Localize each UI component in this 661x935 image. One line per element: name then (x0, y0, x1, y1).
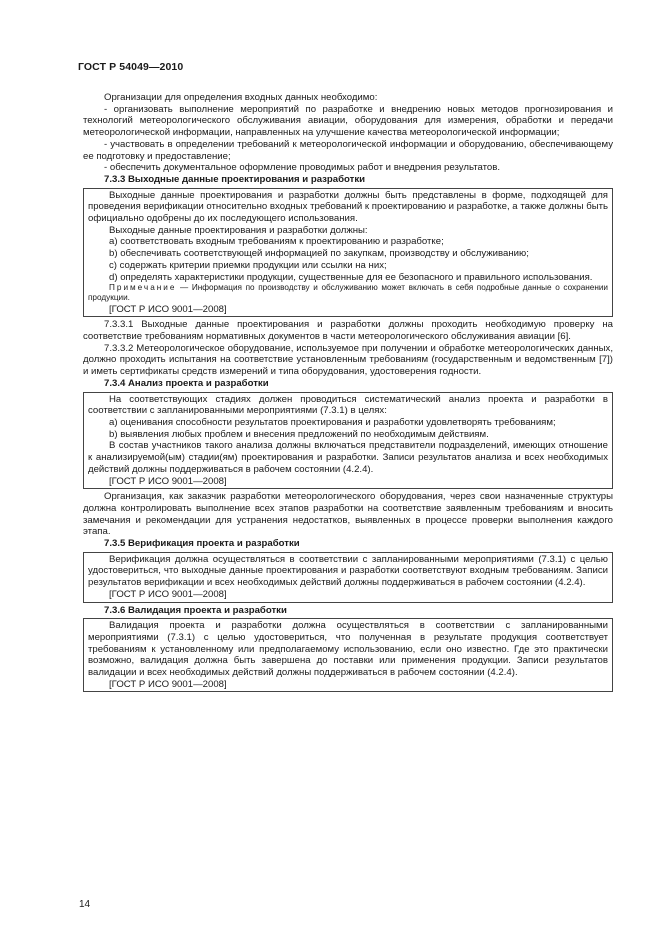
list-item: b) обеспечивать соответствующей информацией по закупкам, производству и обслуживанию; (109, 248, 529, 260)
box-paragraph: Валидация проекта и разработки должна осуществляться в соответствии с запланированными мероприятиями (7.3.1) с целью удостовериться, что полученная в результате продукция соответствует требованиям к установленному или предполагаемому использованию, если оно известно. Где это практически возможно, валидация должна быть завершена до поставки или применения продукции. Записи результатов валидации и всех необходимых действий должны поддерживаться в рабочем состоянии (4.2.4). (88, 620, 608, 679)
page-content (83, 92, 613, 694)
standard-reference: [ГОСТ Р ИСО 9001—2008] (109, 303, 227, 315)
box-paragraph: На соответствующих стадиях должен проводиться систематический анализ проекта и разработки в соответствии с запланированными мероприятиями (7.3.1) в целях: (88, 393, 608, 417)
quote-box-7-3-3 (83, 188, 613, 318)
box-paragraph: В состав участников такого анализа должны включаться представители подразделений, имеющих отношение к анализируемой(ым) стадии(ям) проектирования и разработки. Записи результатов анализа и всех необходимых действий должны поддерживаться в рабочем состоянии (4.2.4). (88, 440, 608, 475)
note-text: — Информация по производству и обслуживанию может включать в себя подробные данные о сохранении продукции. (88, 283, 608, 303)
list-item: a) оценивания способности результатов проектирования и разработки удовлетворять требованиям; (109, 416, 556, 428)
note (88, 283, 608, 303)
section-heading-7-3-6: 7.3.6 Валидация проекта и разработки (104, 604, 287, 616)
quote-box-7-3-4 (83, 392, 613, 490)
standard-reference: [ГОСТ Р ИСО 9001—2008] (109, 678, 227, 690)
list-item: a) соответствовать входным требованиям к проектированию и разработке; (109, 236, 444, 248)
standard-reference: [ГОСТ Р ИСО 9001—2008] (109, 475, 227, 487)
quote-box-7-3-6 (83, 618, 613, 692)
intro-lead: Организации для определения входных данных необходимо: (104, 92, 378, 103)
box-paragraph: Верификация должна осуществляться в соответствии с запланированными мероприятиями (7.3.1) с целью удостовериться, что выходные данные проектирования и разработки соответствуют входным требованиям. Записи результатов верификации и всех необходимых действий должны поддерживаться в рабочем состоянии (4.2.4). (88, 553, 608, 589)
standard-reference: [ГОСТ Р ИСО 9001—2008] (109, 588, 227, 600)
quote-box-7-3-5 (83, 552, 613, 603)
list-item: b) выявления любых проблем и внесения предложений по необходимым действиям. (109, 428, 489, 440)
page-header: ГОСТ Р 54049—2010 (78, 61, 184, 73)
list-item: c) содержать критерии приемки продукции или ссылки на них; (109, 259, 387, 271)
paragraph-7-3-3-1: 7.3.3.1 Выходные данные проектирования и разработки должны проходить необходимую проверку на соответствие требованиям нормативных документов в части метеорологического обслуживания авиации [6]. (83, 319, 613, 343)
box-paragraph: Выходные данные проектирования и разработки должны быть представлены в форме, подходящей для проведения верификации относительно входных требований к проектированию и разработке, а также должны быть официально одобрены до их последующего использования. (88, 189, 608, 225)
section-heading-7-3-4: 7.3.4 Анализ проекта и разработки (104, 377, 269, 389)
intro-item: - обеспечить документальное оформление проводимых работ и внедрения результатов. (104, 162, 500, 174)
paragraph-after-7-3-4: Организация, как заказчик разработки метеорологического оборудования, через свои назначенные структуры должна контролировать выполнение всех этапов разработки на соответствие заявленным требованиям и вносить замечания и рекомендации для устранения недостатков, выявленных в процессе проверки выполнения каждого этапа. (83, 491, 613, 538)
paragraph-7-3-3-2: 7.3.3.2 Метеорологическое оборудование, используемое при получении и обработке метеорологических данных, должно проходить испытания на соответствие установленным требованиям (государственным и ведомственным [7]) и иметь сертификаты средств измерений и типа оборудования, удостоверения годности. (83, 342, 613, 378)
intro-item: - организовать выполнение мероприятий по разработке и внедрению новых методов прогнозирования и технологий метеорологического обслуживания авиации, оборудования для измерения, обработки и передачи метеорологической информации, направленных на улучшение качества метеорологической информации; (83, 103, 613, 139)
section-heading-7-3-3: 7.3.3 Выходные данные проектирования и разработки (104, 173, 366, 185)
list-item: d) определять характеристики продукции, существенные для ее безопасного и правильного использования. (109, 271, 593, 283)
intro-item: - участвовать в определении требований к метеорологической информации и оборудованию, обеспечивающему ее подготовку и предоставление; (83, 138, 613, 162)
section-heading-7-3-5: 7.3.5 Верификация проекта и разработки (104, 538, 300, 550)
page-number: 14 (79, 899, 91, 910)
note-label: Примечание (109, 283, 177, 293)
box-paragraph: Выходные данные проектирования и разработки должны: (109, 224, 368, 236)
